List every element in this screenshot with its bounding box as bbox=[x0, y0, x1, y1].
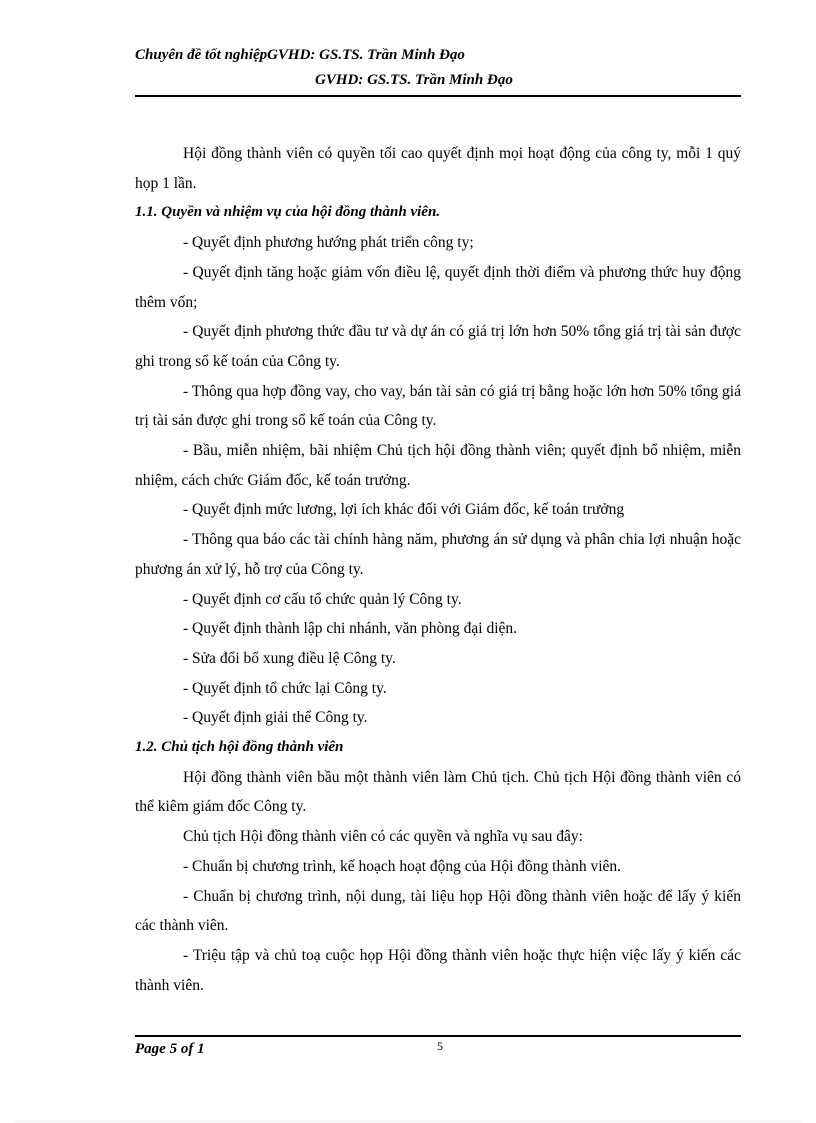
header-title: Chuyên đề tốt nghiệpGVHD: GS.TS. Trần Minh Đạo bbox=[135, 47, 465, 63]
page-bottom-border bbox=[15, 1121, 801, 1122]
section-heading-1-1: 1.1. Quyền và nhiệm vụ của hội đồng thành viên. bbox=[135, 204, 441, 221]
list-item: - Quyết định phương hướng phát triển công ty; bbox=[183, 234, 474, 252]
list-item: - Bầu, miễn nhiệm, bãi nhiệm Chủ tịch hội đồng thành viên; quyết định bổ nhiệm, miễn nhiệm, cách chức Giám đốc, kế toán trưởng. bbox=[135, 442, 741, 489]
list-item: - Quyết định giải thể Công ty. bbox=[183, 709, 368, 727]
list-item: - Chuẩn bị chương trình, nội dung, tài liệu họp Hội đồng thành viên hoặc để lấy ý kiến các thành viên. bbox=[135, 887, 741, 935]
header-divider bbox=[135, 95, 741, 97]
intro-paragraph: Hội đồng thành viên có quyền tối cao quyết định mọi hoạt động của công ty, mỗi 1 quý họp 1 lần. bbox=[135, 145, 741, 192]
section-paragraph: Hội đồng thành viên bầu một thành viên làm Chủ tịch. Chủ tịch Hội đồng thành viên có thể kiêm giám đốc Công ty. bbox=[135, 768, 741, 816]
header-supervisor: GVHD: GS.TS. Trần Minh Đạo bbox=[315, 72, 513, 88]
footer-divider bbox=[135, 1035, 741, 1037]
list-item: - Thông qua báo các tài chính hàng năm, phương án sử dụng và phân chia lợi nhuận hoặc phương án xử lý, hỗ trợ của Công ty. bbox=[135, 531, 741, 578]
list-item: - Quyết định mức lương, lợi ích khác đối với Giám đốc, kế toán trưởng bbox=[183, 501, 625, 519]
list-item: - Thông qua hợp đồng vay, cho vay, bán tài sản có giá trị bằng hoặc lớn hơn 50% tổng giá trị tài sản được ghi trong sổ kế toán của Công ty. bbox=[135, 382, 741, 430]
section-heading-1-2: 1.2. Chủ tịch hội đồng thành viên bbox=[135, 739, 344, 756]
list-item: - Quyết định tổ chức lại Công ty. bbox=[183, 679, 387, 697]
list-item: - Triệu tập và chủ toạ cuộc họp Hội đồng thành viên hoặc thực hiện việc lấy ý kiến các thành viên. bbox=[135, 946, 741, 994]
section-paragraph: Chủ tịch Hội đồng thành viên có các quyền và nghĩa vụ sau đây: bbox=[183, 828, 583, 846]
list-item: - Chuẩn bị chương trình, kế hoạch hoạt động của Hội đồng thành viên. bbox=[183, 857, 622, 875]
list-item: - Quyết định cơ cấu tổ chức quản lý Công ty. bbox=[183, 590, 462, 608]
document-body bbox=[135, 139, 741, 1000]
list-item: - Sửa đổi bổ xung điều lệ Công ty. bbox=[183, 649, 396, 667]
list-item: - Quyết định tăng hoặc giảm vốn điều lệ, quyết định thời điểm và phương thức huy động thêm vốn; bbox=[135, 263, 741, 311]
footer-page-number: 5 bbox=[437, 1039, 443, 1053]
footer-page-label: Page 5 of 1 bbox=[135, 1041, 205, 1057]
list-item: - Quyết định thành lập chi nhánh, văn phòng đại diện. bbox=[183, 620, 518, 638]
list-item: - Quyết định phương thức đầu tư và dự án có giá trị lớn hơn 50% tổng giá trị tài sản được ghi trong sổ kế toán của Công ty. bbox=[135, 323, 741, 370]
